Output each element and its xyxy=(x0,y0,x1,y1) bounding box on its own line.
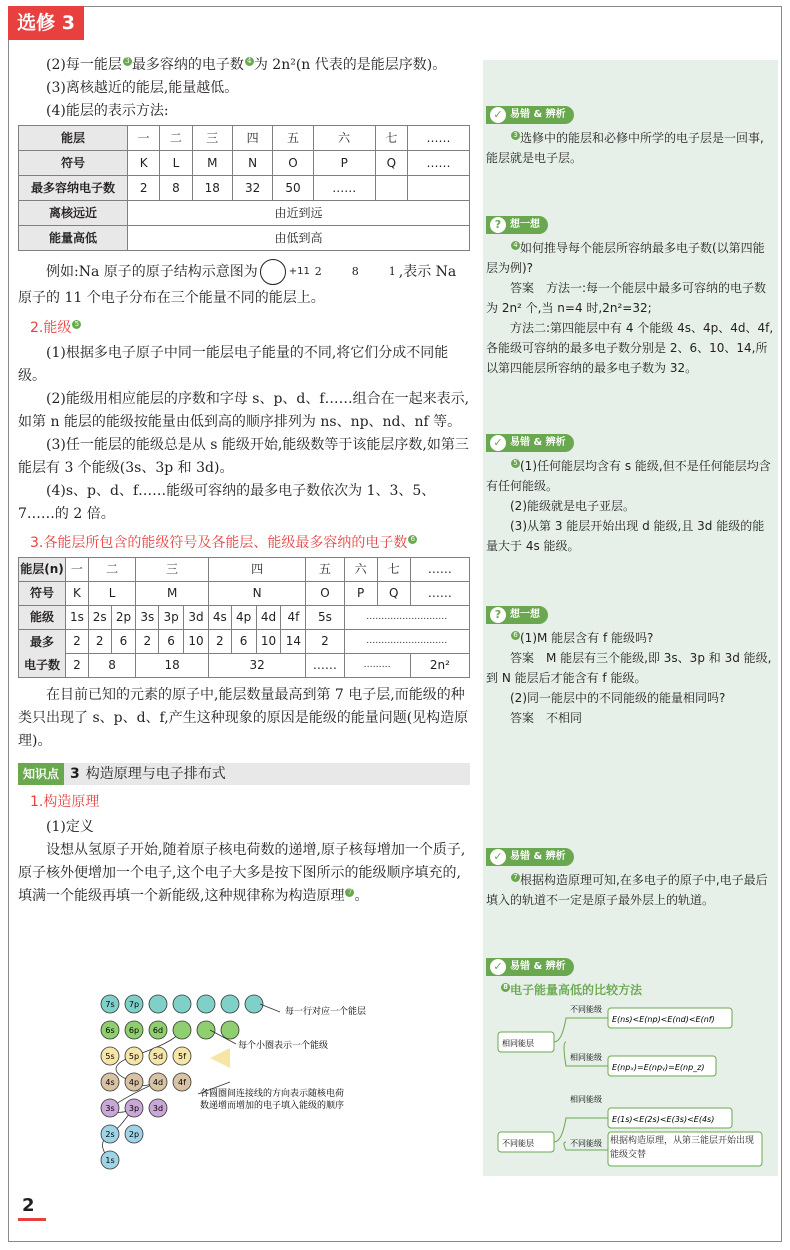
note-circle: 每个小圈表示一个能级 xyxy=(238,1041,329,1051)
para-2: (2)每一能层 $^3$ 最多容纳的电子数 $^4$ 为 2n²(n 代表的是能层序数)。 xyxy=(46,57,447,73)
svg-text:E(1s)<E(2s)<E(3s)<E(4s): E(1s)<E(2s)<E(3s)<E(4s) xyxy=(612,1115,715,1124)
level-label-2s: 2s xyxy=(105,1130,115,1139)
level-label-5s: 5s xyxy=(105,1052,115,1061)
level-label-4f: 4f xyxy=(178,1078,186,1087)
level-table xyxy=(18,557,470,678)
section-tab: 选修 3 xyxy=(8,6,84,40)
empty-circle-7 xyxy=(173,995,191,1013)
para-4: (4)能层的表示方法: xyxy=(46,103,169,119)
level-label-2p: 2p xyxy=(128,1130,140,1139)
mm-diff-layer: 不同能层 xyxy=(502,1139,534,1148)
svg-text:相同能级: 相同能级 xyxy=(570,1053,602,1062)
level-label-3p: 3p xyxy=(128,1104,140,1113)
think-badge: ? 想一想 xyxy=(486,216,548,234)
level-label-5f: 5f xyxy=(178,1052,186,1061)
marker-3-icon: 3 xyxy=(123,57,132,66)
marker-6-icon: 6 xyxy=(408,535,417,544)
definition-heading: (1)定义 xyxy=(46,819,94,835)
level-3: (3)任一能层的能级总是从 s 能级开始,能级数等于该能层序数,如第三能层有 3 个能级(3s、3p 和 3d)。 xyxy=(18,437,469,476)
level-label-3s: 3s xyxy=(105,1104,115,1113)
page-number: 2 xyxy=(22,1195,35,1216)
check-icon: ✓ xyxy=(490,849,506,865)
level-label-4s: 4s xyxy=(105,1078,115,1087)
level-label-4p: 4p xyxy=(128,1078,140,1087)
heading-table2: 3.各能层所包含的能级符号及各能层、能级最多容纳的电子数 $^6$ xyxy=(30,532,470,555)
check-icon: ✓ xyxy=(490,435,506,451)
table-row: 离核远近 由近到远 xyxy=(19,201,470,226)
level-label-6d: 6d xyxy=(152,1026,164,1035)
table-row: 能量高低 由低到高 xyxy=(19,226,470,251)
level-label-5p: 5p xyxy=(128,1052,140,1061)
side-think-1: ? 想一想 $^4$ 如何推导每个能层所容纳最多电子数(以第四能层为例)? 答案 方法一:每一个能层中最多可容纳的电子数为 2n² 个,当 n=4 时,2n²=32; 方法二:第四能层中有 4 个能级 4s、4p、4d、4f,各能级可容纳的最多电子数分别是 2、6、10、14,所以第四能层所容纳的最多电子数为 32。 xyxy=(486,218,774,375)
side-tip-3: ✓ 易错 & 辨析 $^7$ 根据构造原理可知,在多电子的原子中,电子最后填入的轨道不一定是原子最外层上的轨道。 xyxy=(486,850,768,907)
svg-text:E(npₓ)=E(npᵧ)=E(np_z): E(npₓ)=E(npᵧ)=E(np_z) xyxy=(612,1063,705,1072)
energy-compare-mindmap: 相同能层 不同能层 不同能级 E(ns)<E(np)<E(nd)<E(nf) 相同能级 E(npₓ)=E(npᵧ)=E(np_z) 相同能级 E(1s)<E(2s)<E(3s)<E(4s) 不同能级 根据构造原理，从第三能层开始出现能级交替 xyxy=(492,1000,772,1170)
shell-table xyxy=(18,125,470,251)
table-row: 2 8 18 32 …… ……… 2n² xyxy=(19,654,470,678)
tip-badge: ✓ 易错 & 辨析 xyxy=(486,106,574,124)
check-icon: ✓ xyxy=(490,107,506,123)
table-row: 能层 一 二 三 四 五 六 七 …… xyxy=(19,126,470,151)
table-row: 最多容纳电子数 2 8 18 32 50 …… xyxy=(19,176,470,201)
side-tip-1: ✓ 易错 & 辨析 $^3$ 选修中的能层和必修中所学的电子层是一回事,能层就是电子层。 xyxy=(486,108,764,165)
level-label-7s: 7s xyxy=(105,1000,115,1009)
note-line-b: 数递增而增加的电子填入能级的顺序 xyxy=(200,1101,345,1111)
table-row: 能层(n) 一 二 三 四 五 六 七 …… xyxy=(19,558,470,582)
page-number-underline xyxy=(18,1218,46,1221)
after-table: 在目前已知的元素的原子中,能层数量最高到第 7 电子层,而能级的种类只出现了 s、p、d、f,产生这种现象的原因是能级的能量问题(见构造原理)。 xyxy=(18,687,469,749)
level-2: (2)能级用相应能层的序数和字母 s、p、d、f……组合在一起来表示,如第 n 能层的能级按能量由低到高的顺序排列为 ns、np、nd、nf 等。 xyxy=(18,391,470,430)
marker-4-icon: 4 xyxy=(245,57,254,66)
knowledge-point-header: 知识点 3 构造原理与电子排布式 xyxy=(18,763,470,785)
na-example: 例如:Na 原子的原子结构示意图为 +11 2 8 1 ,表示 Na 原子的 11 个电子分布在三个能量不同的能层上。 xyxy=(18,259,470,311)
svg-text:不同能级: 不同能级 xyxy=(570,1139,602,1148)
side-tip-2: ✓ 易错 & 辨析 $^5$ (1)任何能层均含有 s 能级,但不是任何能层均含有任何能级。 (2)能级就是电子亚层。 (3)从第 3 能层开始出现 d 能级,且 3d 能级的能量大于 4s 能级。 xyxy=(486,436,771,553)
heading-energy-level: 2.能级 $^5$ xyxy=(30,317,470,340)
triangle-marker xyxy=(210,1048,230,1068)
level-label-6s: 6s xyxy=(105,1026,115,1035)
para-3: (3)离核越近的能层,能量越低。 xyxy=(46,80,239,96)
check-icon: ✓ xyxy=(490,959,506,975)
side-think-2: ? 想一想 $^6$ (1)M 能层含有 f 能级吗? 答案 M 能层有三个能级,即 3s、3p 和 3d 能级,到 N 能层后才能含有 f 能级。 (2)同一能层中的不同能级的能量相同吗? 答案 不相同 xyxy=(486,608,772,725)
empty-circle-6 xyxy=(173,1021,191,1039)
definition-text: 设想从氢原子开始,随着原子核电荷数的递增,原子核每增加一个质子,原子核外便增加一个电子,这个电子大多是按下图所示的能级顺序填充的,填满一个能级再填一个新能级,这种规律称为构造原理 $^7$ 。 xyxy=(18,842,466,904)
svg-text:E(ns)<E(np)<E(nd)<E(nf): E(ns)<E(np)<E(nd)<E(nf) xyxy=(612,1015,715,1024)
note-line-a: 各圆圈间连接线的方向表示随核电荷 xyxy=(200,1089,345,1099)
marker-7-icon: 7 xyxy=(345,888,354,897)
question-icon: ? xyxy=(490,607,506,623)
level-1: (1)根据多电子原子中同一能层电子能量的不同,将它们分成不同能级。 xyxy=(18,345,449,384)
na-structure-diagram: +11 2 8 1 xyxy=(260,259,397,285)
empty-circle-6 xyxy=(197,1021,215,1039)
level-label-5d: 5d xyxy=(152,1052,164,1061)
table-row: 符号 K L M N O P Q …… xyxy=(19,151,470,176)
leader-line xyxy=(260,1004,280,1012)
table-row: 符号 K L M N O P Q …… xyxy=(19,582,470,606)
level-label-6p: 6p xyxy=(128,1026,140,1035)
empty-circle-7 xyxy=(197,995,215,1013)
empty-circle-6 xyxy=(221,1021,239,1039)
level-4: (4)s、p、d、f……能级可容纳的最多电子数依次为 1、3、5、7……的 2 倍。 xyxy=(18,483,436,522)
empty-circle-7 xyxy=(221,995,239,1013)
table-row: 最多 电子数 2 2 6 2 6 10 2 6 10 14 2 ……………………… xyxy=(19,630,470,654)
note-row: 每一行对应一个能层 xyxy=(285,1007,367,1017)
aufbau-diagram xyxy=(80,974,440,1170)
level-label-4d: 4d xyxy=(152,1078,164,1087)
main-column xyxy=(18,54,470,908)
svg-text:相同能级: 相同能级 xyxy=(570,1095,602,1104)
question-icon: ? xyxy=(490,217,506,233)
level-label-3d: 3d xyxy=(152,1104,164,1113)
empty-circle-7 xyxy=(149,995,167,1013)
marker-5-icon: 5 xyxy=(72,320,81,329)
svg-text:不同能级: 不同能级 xyxy=(570,1005,602,1014)
side-tip-4: ✓ 易错 & 辨析 $^8$ 电子能量高低的比较方法 xyxy=(486,956,774,1000)
table-row: 能级 1s 2s 2p 3s 3p 3d 4s 4p 4d 4f 5s ……………………… xyxy=(19,606,470,630)
heading-aufbau: 1.构造原理 xyxy=(30,794,100,810)
mm-same-layer: 相同能层 xyxy=(502,1039,534,1048)
level-label-7p: 7p xyxy=(128,1000,140,1009)
level-label-1s: 1s xyxy=(105,1156,115,1165)
